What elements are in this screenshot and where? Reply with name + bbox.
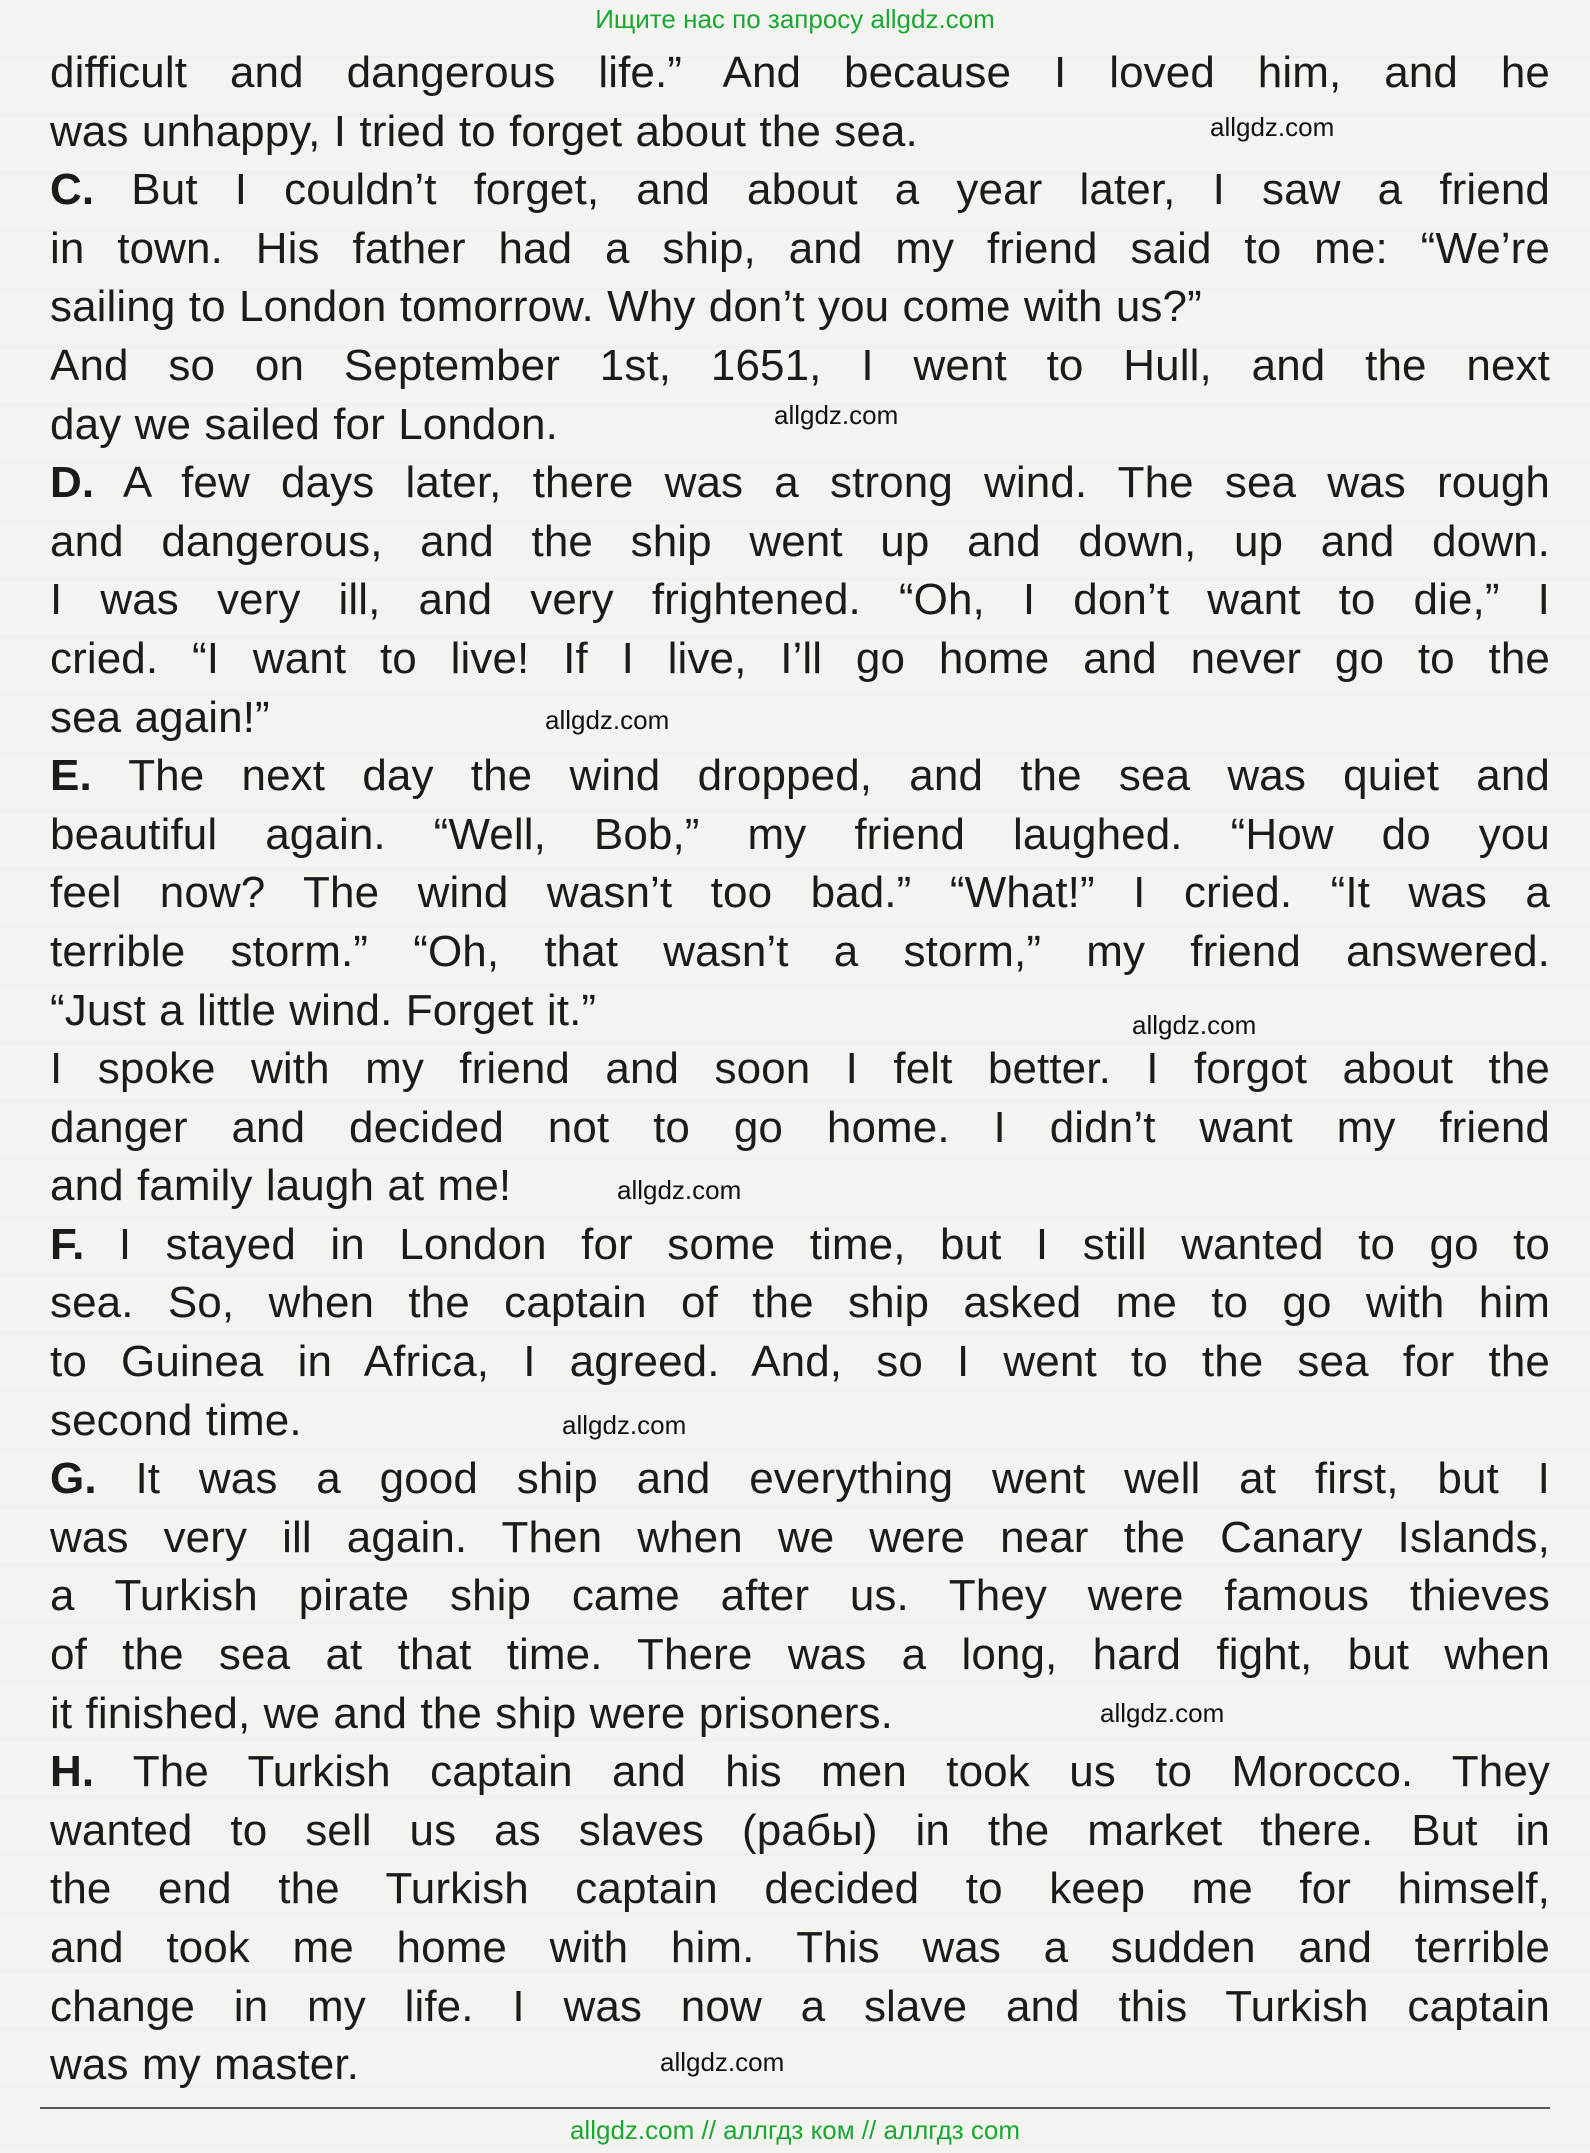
line-text: day we sailed for London. <box>50 399 558 449</box>
paragraph-letter: C. <box>50 165 95 215</box>
text-line <box>50 2036 1550 2095</box>
line-text: sailing to London tomorrow. Why don’t you come with us?” <box>50 282 1202 332</box>
line-text: I spoke with my friend and soon I felt better. I forgot about the <box>50 1044 1550 1094</box>
text-line <box>50 1802 1550 1861</box>
line-text: second time. <box>50 1395 302 1445</box>
text-line <box>50 982 1550 1041</box>
text-line <box>50 337 1550 396</box>
text-line <box>50 1274 1550 1333</box>
line-text: was unhappy, I tried to forget about the sea. <box>50 106 918 156</box>
paragraph-letter: F. <box>50 1219 85 1269</box>
bottom-rule <box>40 2107 1550 2109</box>
text-line <box>50 454 1550 513</box>
line-text: of the sea at that time. There was a long, hard fight, but when <box>50 1630 1550 1680</box>
watermark: allgdz.com <box>1132 1010 1257 1040</box>
line-text: The next day the wind dropped, and the sea was quiet and <box>91 751 1550 801</box>
watermark: allgdz.com <box>1210 112 1335 142</box>
line-text: A few days later, there was a strong wind. The sea was rough <box>94 458 1550 508</box>
text-line <box>50 1626 1550 1685</box>
watermark: allgdz.com <box>617 1175 742 1205</box>
line-text: sea again!” <box>50 692 270 742</box>
line-text: But I couldn’t forget, and about a year later, I saw a friend <box>94 165 1550 215</box>
text-line <box>50 923 1550 982</box>
text-line <box>50 1157 1550 1216</box>
line-text: terrible storm.” “Oh, that wasn’t a storm,” my friend answered. <box>50 926 1550 976</box>
text-line <box>50 864 1550 923</box>
line-text: to Guinea in Africa, I agreed. And, so I went to the sea for the <box>50 1337 1550 1387</box>
text-line <box>50 1685 1550 1744</box>
text-line <box>50 220 1550 279</box>
text-line <box>50 1216 1550 1275</box>
site-banner-bottom[interactable]: allgdz.com // аллгдз ком // аллгдз com <box>569 2115 1021 2145</box>
line-text: and took me home with him. This was a sudden and terrible <box>50 1923 1550 1972</box>
text-line <box>50 1978 1550 2037</box>
paragraph-letter: E. <box>50 751 92 801</box>
text-line <box>50 689 1550 748</box>
text-line <box>50 1040 1550 1099</box>
paragraph-letter: D. <box>50 458 95 508</box>
text-line <box>50 747 1550 806</box>
line-text: I stayed in London for some time, but I still wanted to go to <box>84 1219 1550 1269</box>
line-text: cried. “I want to live! If I live, I’ll go home and never go to the <box>50 633 1550 683</box>
line-text: The Turkish captain and his men took us to Morocco. They <box>94 1747 1550 1797</box>
text-line <box>50 571 1550 630</box>
watermark: allgdz.com <box>1100 1698 1225 1728</box>
line-text: difficult and dangerous life.” And because I loved him, and he <box>50 48 1550 97</box>
line-text: feel now? The wind wasn’t too bad.” “What!” I cried. “It was a <box>50 868 1550 918</box>
line-text: “Just a little wind. Forget it.” <box>50 985 597 1035</box>
line-text: beautiful again. “Well, Bob,” my friend laughed. “How do you <box>50 809 1550 859</box>
paragraph-letter: G. <box>50 1454 97 1504</box>
line-text: was my master. <box>50 2040 360 2090</box>
text-line <box>50 806 1550 865</box>
line-text: it finished, we and the ship were prisoners. <box>50 1688 893 1738</box>
line-text: I was very ill, and very frightened. “Oh, I don’t want to die,” I <box>50 575 1550 625</box>
line-text: sea. So, when the captain of the ship asked me to go with him <box>50 1278 1550 1328</box>
watermark: allgdz.com <box>774 400 899 430</box>
line-text: And so on September 1st, 1651, I went to Hull, and the next <box>50 340 1550 390</box>
line-text: and family laugh at me! <box>50 1161 512 1211</box>
line-text: in town. His father had a ship, and my friend said to me: “We’re <box>50 223 1550 273</box>
story-text <box>50 44 1550 2095</box>
line-text: a Turkish pirate ship came after us. They were famous thieves <box>50 1571 1550 1621</box>
line-text: the end the Turkish captain decided to keep me for himself, <box>50 1864 1550 1914</box>
text-line <box>50 1333 1550 1392</box>
text-line <box>50 513 1550 572</box>
line-text: change in my life. I was now a slave and this Turkish captain <box>50 1981 1550 2031</box>
text-line <box>50 1509 1550 1568</box>
line-text: and dangerous, and the ship went up and down, up and down. <box>50 516 1550 566</box>
text-line <box>50 1392 1550 1451</box>
line-text: It was a good ship and everything went well at first, but I <box>96 1454 1550 1504</box>
watermark: allgdz.com <box>562 1410 687 1440</box>
text-line <box>50 1567 1550 1626</box>
text-line <box>50 1919 1550 1978</box>
site-banner-top[interactable]: Ищите нас по запросу allgdz.com <box>595 4 995 34</box>
text-line <box>50 44 1550 103</box>
line-text: was very ill again. Then when we were near the Canary Islands, <box>50 1512 1550 1562</box>
watermark: allgdz.com <box>545 705 670 735</box>
paragraph-letter: H. <box>50 1747 95 1797</box>
text-line <box>50 161 1550 220</box>
line-text: danger and decided not to go home. I didn’t want my friend <box>50 1102 1550 1152</box>
text-line <box>50 278 1550 337</box>
text-line <box>50 1743 1550 1802</box>
text-line <box>50 630 1550 689</box>
text-line <box>50 1860 1550 1919</box>
watermark: allgdz.com <box>660 2047 785 2077</box>
text-line <box>50 1450 1550 1509</box>
line-text: wanted to sell us as slaves (рабы) in the market there. But in <box>50 1805 1550 1855</box>
text-line <box>50 1099 1550 1158</box>
